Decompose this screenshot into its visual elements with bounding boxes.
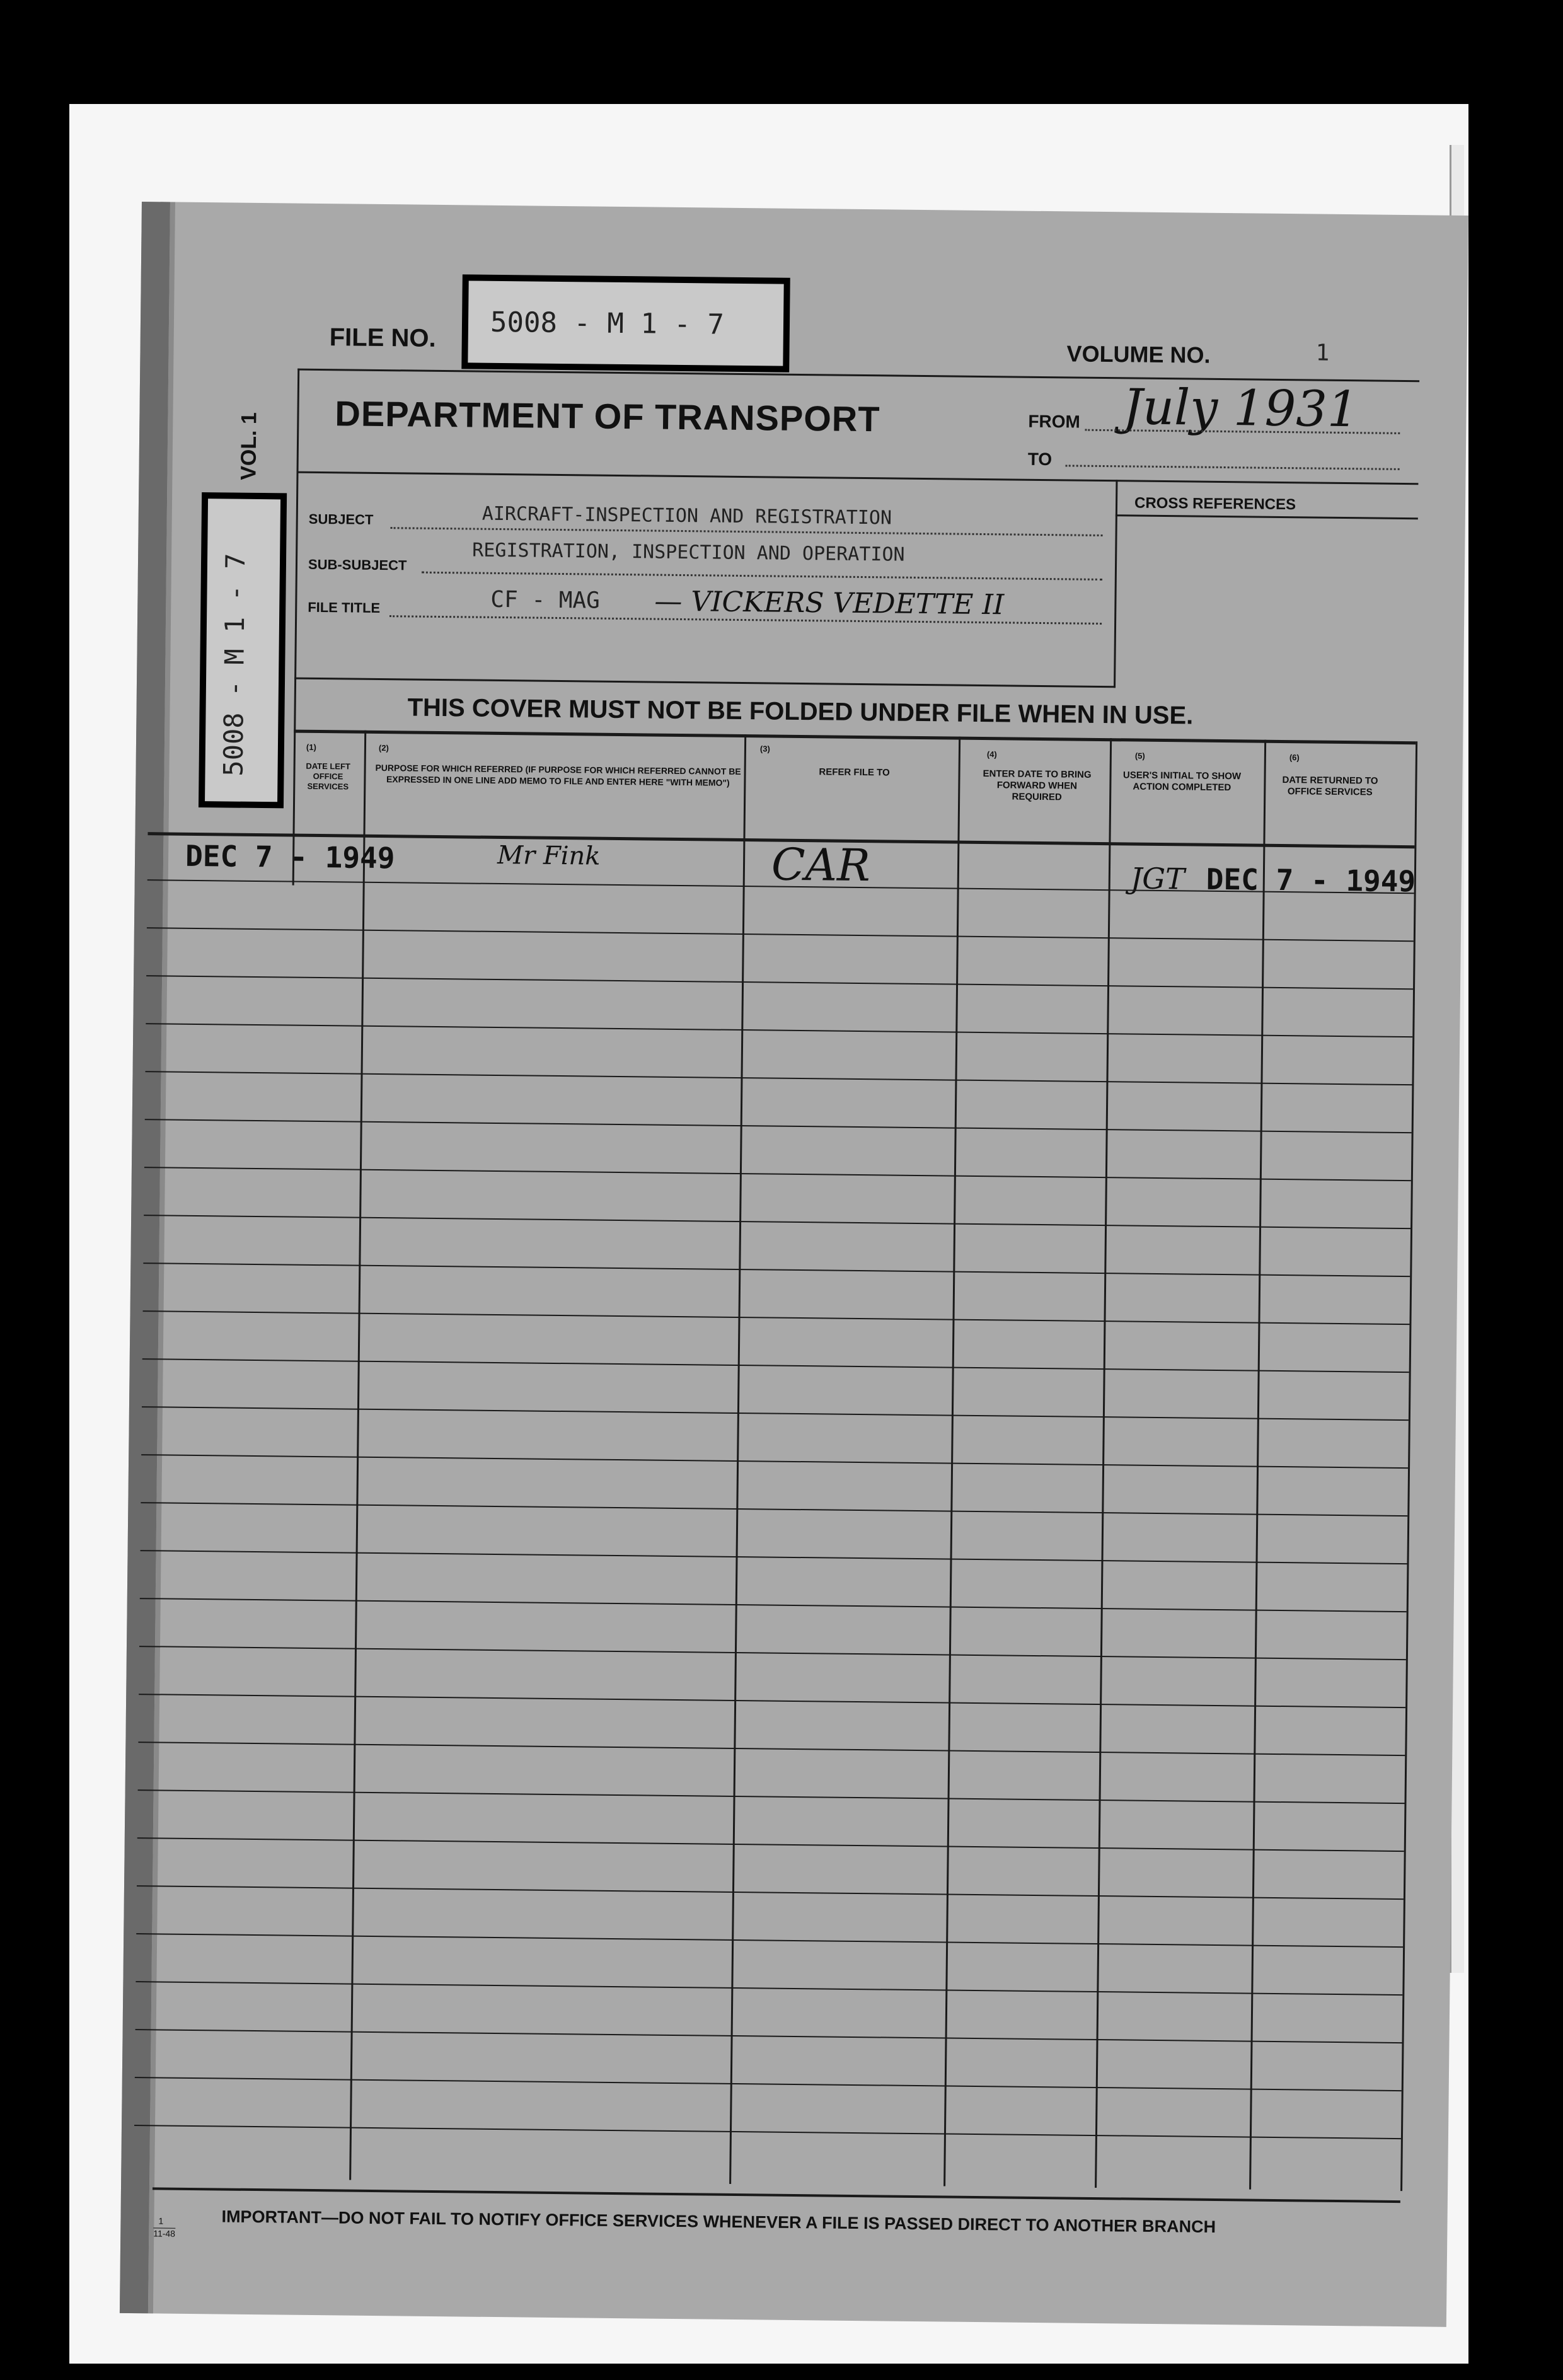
- table-row-line: [136, 1933, 1403, 1948]
- header-rule-mid: [297, 471, 1419, 485]
- entry-date-returned: DEC 7 - 1949: [1206, 862, 1416, 899]
- cross-references-label: CROSS REFERENCES: [1134, 494, 1296, 514]
- col2-num: (2): [378, 742, 389, 753]
- col4-num: (4): [986, 749, 997, 760]
- form-code-bottom: 11-48: [153, 2228, 176, 2239]
- to-line: [1066, 465, 1400, 470]
- fold-warning: THIS COVER MUST NOT BE FOLDED UNDER FILE WHEN IN USE.: [407, 693, 1194, 730]
- table-row-line: [142, 1358, 1409, 1373]
- table-rule-top: [294, 730, 1416, 745]
- col3-header: REFER FILE TO: [819, 766, 890, 778]
- col5-num: (5): [1134, 751, 1145, 761]
- subject-label: SUBJECT: [308, 511, 374, 528]
- table-row-line: [137, 1837, 1404, 1852]
- table-row-line: [147, 927, 1414, 942]
- table-row-line: [136, 1981, 1402, 1996]
- table-row-line: [142, 1406, 1409, 1421]
- to-label: TO: [1027, 449, 1053, 470]
- file-no-value: 5008 - M 1 - 7: [490, 306, 725, 341]
- volume-label: VOLUME NO.: [1066, 340, 1211, 368]
- col-rule-3: [943, 737, 960, 2186]
- col-rule-5: [1249, 740, 1266, 2190]
- filetitle-label: FILE TITLE: [308, 599, 381, 616]
- col-rule-2: [729, 734, 746, 2184]
- col4-header: ENTER DATE TO BRING FORWARD WHEN REQUIRED: [983, 768, 1092, 803]
- table-row-line: [144, 1215, 1410, 1229]
- filetitle-handwritten: — VICKERS VEDETTE II: [654, 585, 1005, 621]
- spine-volume-label: VOL. 1: [236, 412, 262, 480]
- table-row-line: [135, 2077, 1402, 2091]
- subsubject-line: [422, 572, 1102, 581]
- table-row-line: [146, 975, 1413, 990]
- important-notice: IMPORTANT—DO NOT FAIL TO NOTIFY OFFICE SERVICES WHENEVER A FILE IS PASSED DIRECT TO ANOTHER BRANCH: [221, 2207, 1216, 2237]
- subsubject-value: REGISTRATION, INSPECTION AND OPERATION: [472, 539, 905, 566]
- col6-header: DATE RETURNED TO OFFICE SERVICES: [1282, 774, 1378, 798]
- footer-rule: [153, 2187, 1400, 2203]
- table-row-line: [143, 1310, 1410, 1325]
- spine-file-no: 5008 - M 1 - 7: [217, 553, 251, 777]
- table-row-line: [146, 1023, 1412, 1037]
- table-row-line: [141, 1502, 1407, 1516]
- col1-header: DATE LEFT OFFICE SERVICES: [306, 761, 350, 792]
- table-row-line: [139, 1646, 1406, 1660]
- entry-purpose: Mr Fink: [497, 840, 601, 871]
- department-title: DEPARTMENT OF TRANSPORT: [335, 393, 880, 439]
- table-row-line: [144, 1167, 1411, 1181]
- table-row-line: [141, 1454, 1408, 1469]
- from-label: FROM: [1028, 411, 1081, 432]
- table-row-line: [140, 1598, 1407, 1612]
- table-row-line: [138, 1742, 1405, 1756]
- col-rule-6: [1400, 741, 1417, 2191]
- cross-ref-rule: [1116, 514, 1418, 519]
- table-row-line: [136, 2029, 1402, 2043]
- from-value: July 1931: [1122, 379, 1359, 439]
- entry-initial: JGT: [1130, 861, 1185, 896]
- table-row-line: [137, 1885, 1404, 1900]
- subject-line: [391, 527, 1103, 536]
- table-row-line: [139, 1694, 1405, 1708]
- col-rule-1: [349, 731, 366, 2180]
- col2-header: PURPOSE FOR WHICH REFERRED (IF PURPOSE FOR WHICH REFERRED CANNOT BE EXPRESSED IN ONE LINE ADD MEMO TO FILE AND ENTER HERE "WITH MEMO"): [375, 762, 741, 788]
- file-no-label: FILE NO.: [329, 323, 436, 352]
- entry-refer-to: CAR: [771, 838, 871, 892]
- volume-value: 1: [1315, 340, 1330, 366]
- table-row-line: [138, 1789, 1405, 1804]
- table-row-line: [141, 1550, 1407, 1564]
- col5-header: USER'S INITIAL TO SHOW ACTION COMPLETED: [1122, 770, 1242, 794]
- entry-date-left: DEC 7 - 1949: [185, 838, 395, 875]
- filetitle-typed: CF - MAG: [490, 586, 601, 614]
- subject-right-rule: [1114, 480, 1117, 688]
- col3-num: (3): [759, 744, 770, 754]
- col6-num: (6): [1289, 753, 1300, 763]
- subsubject-label: SUB-SUBJECT: [308, 556, 407, 574]
- form-code-top: 1: [158, 2215, 164, 2226]
- subject-value: AIRCRAFT-INSPECTION AND REGISTRATION: [482, 502, 892, 529]
- col-rule-4: [1095, 738, 1112, 2188]
- col1-num: (1): [306, 742, 316, 752]
- table-row-line: [145, 1119, 1412, 1133]
- table-row-line: [134, 2125, 1401, 2139]
- header-rule-left: [292, 369, 300, 886]
- table-row-line: [146, 1071, 1412, 1085]
- subject-bottom-rule: [294, 678, 1116, 688]
- file-folder-cover: [120, 202, 1468, 2327]
- table-row-line: [143, 1262, 1410, 1277]
